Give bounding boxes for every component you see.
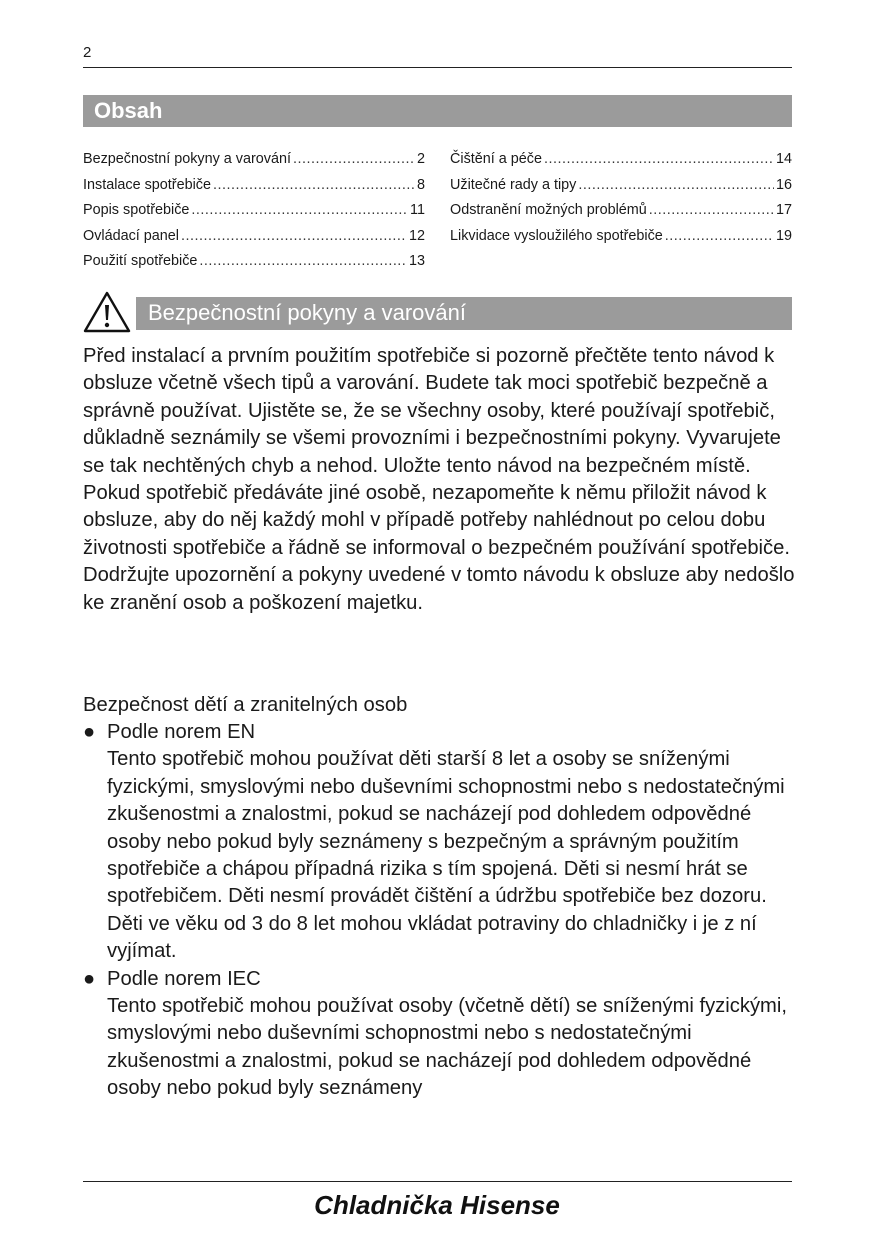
- bullet-icon: ●: [83, 721, 96, 743]
- toc-entry-page: 11: [410, 202, 425, 218]
- toc-entry-page: 16: [775, 176, 792, 193]
- toc-entry-page: 19: [775, 227, 792, 244]
- toc-leader-dots: [649, 198, 774, 224]
- toc-left-column: [83, 147, 425, 275]
- toc-entry-page: 8: [416, 176, 425, 193]
- intro-paragraph: Před instalací a prvním použitím spotřebiče si pozorně přečtěte tento návod k obsluze včetně všech tipů a varování. Budete tak moci spotřebič bezpečně a správně používat. Ujistěte se, že se všechny osoby, které používají spotřebič, důkladně seznámily se všemi provozními i bezpečnostními pokyny. Vyvarujete se tak nechtěných chyb a nehod. Uložte tento návod na bezpečném místě. Pokud spotřebič předáváte jiné osobě, nezapomeňte k němu přiložit návod k obsluze, aby do něj každý mohl v případě potřeby nahlédnout po celou dobu životnosti spotřebiče a řádně se informoval o bezpečném používání spotřebiče.: [83, 345, 790, 559]
- toc-entry-label: Bezpečnostní pokyny a varování: [83, 151, 291, 167]
- toc-leader-dots: [199, 249, 407, 275]
- bullet-text: Tento spotřebič mohou používat děti starší 8 let a osoby se sníženými fyzickými, smyslovými nebo duševními schopnostmi nebo s nedostatečnými zkušenostmi a znalostmi, pokud se nacházejí pod dohledem odpovědné osoby nebo pokud byly seznámeny s bezpečným a správným použitím spotřebiče a chápou případná rizika s tím spojená. Děti si nesmí hrát se spotřebičem. Děti nesmí provádět čištění a údržbu spotřebiče bez dozoru.: [107, 748, 785, 908]
- toc-entry[interactable]: [83, 147, 425, 173]
- toc-entry-page: 14: [775, 151, 792, 167]
- bullet-icon: ●: [83, 967, 96, 990]
- toc-right-column: [450, 147, 792, 249]
- bullet-title: Podle norem EN: [107, 721, 256, 743]
- toc-entry[interactable]: [450, 198, 792, 224]
- contents-header-bar: [83, 95, 792, 127]
- intro-paragraph: Dodržujte upozornění a pokyny uvedené v tomto návodu k obsluze aby nedošlo ke zranění osob a poškození majetku.: [83, 564, 795, 614]
- bullet-text: Děti ve věku od 3 do 8 let mohou vkládat potraviny do chladničky i je z ní vyjímat.: [107, 912, 757, 963]
- footer-brand: Chladnička Hisense: [314, 1190, 560, 1220]
- bullet-title: Podle norem IEC: [107, 967, 261, 990]
- toc-entry-label: Užitečné rady a tipy: [450, 176, 577, 193]
- toc-entry[interactable]: [83, 249, 425, 275]
- toc-entry-page: 13: [408, 253, 425, 269]
- bullet-text: Tento spotřebič mohou používat osoby (včetně dětí) se sníženými fyzickými, smyslovými nebo duševními schopnostmi nebo s nedostatečnými zkušenostmi a znalostmi, pokud se nacházejí pod dohledem odpovědné osoby nebo pokud byly seznámeny: [107, 995, 787, 1100]
- warning-triangle-icon: [83, 291, 131, 333]
- toc-entry[interactable]: [83, 173, 425, 199]
- contents-title: Obsah: [94, 98, 163, 123]
- toc-entry[interactable]: [450, 147, 792, 173]
- toc-leader-dots: [578, 173, 774, 199]
- toc-entry-label: Použití spotřebiče: [83, 253, 198, 269]
- toc-entry[interactable]: [83, 224, 425, 250]
- toc-entry-label: Popis spotřebiče: [83, 202, 190, 218]
- top-rule: [83, 67, 792, 68]
- toc-entry[interactable]: [450, 224, 792, 250]
- toc-entry-page: 2: [416, 151, 425, 167]
- toc-leader-dots: [293, 147, 415, 173]
- toc-entry-label: Likvidace vysloužilého spotřebiče: [450, 227, 663, 244]
- toc-leader-dots: [665, 224, 774, 250]
- toc-entry[interactable]: [450, 173, 792, 199]
- toc-leader-dots: [181, 224, 407, 250]
- safety-title: Bezpečnostní pokyny a varování: [148, 300, 466, 325]
- toc-leader-dots: [544, 147, 774, 173]
- toc-leader-dots: [213, 173, 415, 199]
- page-number: 2: [83, 44, 92, 61]
- subheading: Bezpečnost dětí a zranitelných osob: [83, 694, 408, 716]
- toc-entry-page: 17: [775, 202, 792, 218]
- list-item: [83, 719, 795, 966]
- safety-header-bar: [136, 297, 792, 330]
- toc-entry-label: Čištění a péče: [450, 151, 542, 167]
- list-item: [83, 966, 795, 1103]
- toc-entry[interactable]: [83, 198, 425, 224]
- bullet-list: [83, 719, 795, 1103]
- bottom-rule: [83, 1181, 792, 1182]
- safety-intro: [83, 343, 795, 617]
- toc-entry-label: Odstranění možných problémů: [450, 202, 647, 218]
- toc-entry-label: Ovládací panel: [83, 227, 179, 244]
- toc-leader-dots: [191, 198, 408, 224]
- toc-entry-page: 12: [408, 227, 425, 244]
- toc-entry-label: Instalace spotřebiče: [83, 176, 211, 193]
